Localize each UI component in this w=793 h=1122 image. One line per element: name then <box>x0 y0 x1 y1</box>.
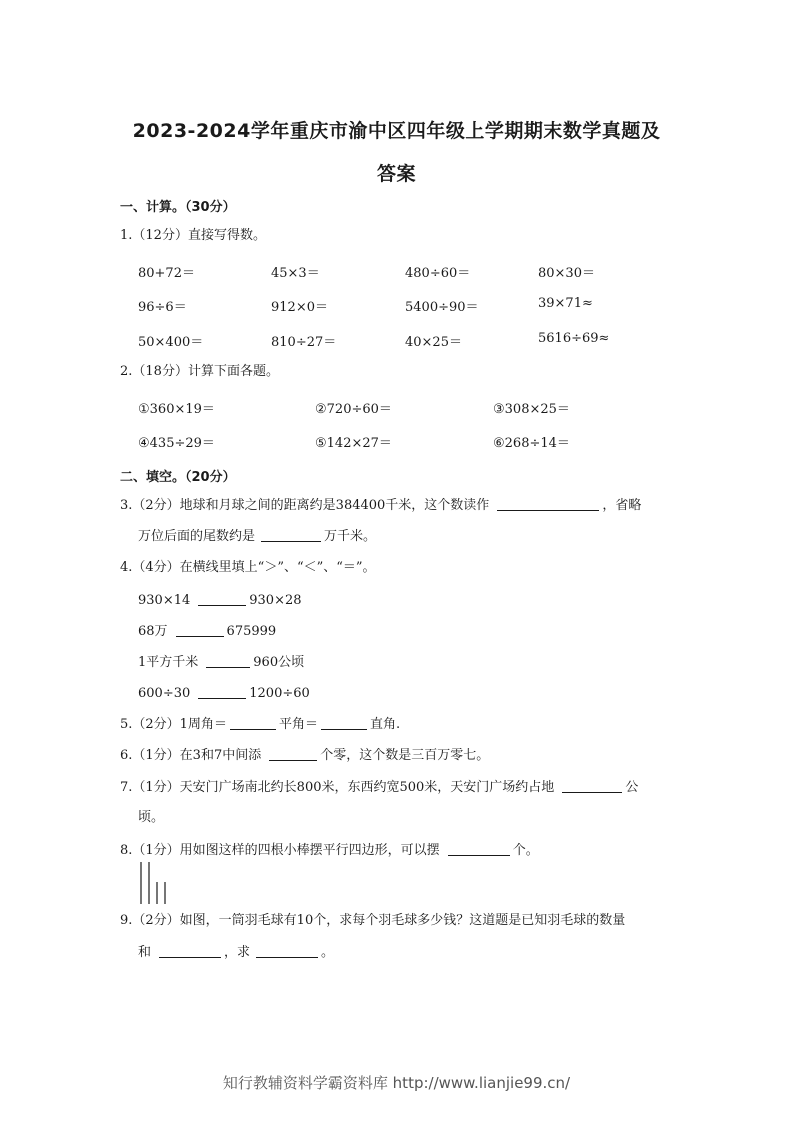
question-1-row <box>138 296 678 315</box>
question-1-item: 39×71≈ <box>538 296 593 311</box>
compare-right: 960公顷 <box>253 655 305 670</box>
compare-right: 1200÷60 <box>249 686 310 701</box>
question-3-text: 万位后面的尾数约是 <box>138 529 256 544</box>
section-heading-fill-in: 二、填空。（20分） <box>120 470 236 485</box>
question-1-item: 80×30＝ <box>538 266 595 281</box>
answer-blank[interactable] <box>176 623 224 637</box>
question-1-item: 45×3＝ <box>271 266 320 281</box>
question-1-item: 480÷60＝ <box>405 266 471 281</box>
question-1-item: 5616÷69≈ <box>538 331 610 346</box>
question-2-item: ⑤142×27＝ <box>315 436 392 451</box>
answer-blank[interactable] <box>269 747 317 761</box>
four-sticks-figure <box>140 862 170 904</box>
question-7-text: 7.（1分）天安门广场南北约长800米，东西约宽500米，天安门广场约占地 <box>120 780 555 795</box>
question-9-text: 和 <box>138 945 152 960</box>
question-3-line-1 <box>120 497 641 514</box>
question-3-text: ，省略 <box>602 498 642 513</box>
question-1-item: 40×25＝ <box>405 335 462 350</box>
answer-blank[interactable] <box>230 716 276 730</box>
question-1-item: 50×400＝ <box>138 335 204 350</box>
question-5-text: 平角＝ <box>278 717 318 732</box>
compare-left: 930×14 <box>138 593 191 608</box>
question-4-stem: 4.（4分）在横线里填上“＞”、“＜”、“＝”。 <box>120 560 376 575</box>
page-title-line-1: 2023-2024学年重庆市渝中区四年级上学期期末数学真题及 <box>132 120 661 142</box>
question-1-item: 5400÷90＝ <box>405 300 479 315</box>
answer-blank[interactable] <box>497 497 599 511</box>
question-5-text: 5.（2分）1周角＝ <box>120 717 227 732</box>
question-9-text: ，求 <box>224 945 251 960</box>
question-9-text: 。 <box>321 945 335 960</box>
question-7-line-1 <box>120 779 638 796</box>
question-6 <box>120 747 489 764</box>
question-1-item: 912×0＝ <box>271 300 328 315</box>
question-4-item <box>138 685 310 702</box>
answer-blank[interactable] <box>562 779 622 793</box>
question-5-text: 直角. <box>369 717 401 732</box>
compare-right: 930×28 <box>249 593 302 608</box>
question-6-text: 个零，这个数是三百万零七。 <box>320 748 490 763</box>
question-2-stem: 2.（18分）计算下面各题。 <box>120 364 279 379</box>
answer-blank[interactable] <box>448 842 510 856</box>
question-9-line-1: 9.（2分）如图，一筒羽毛球有10个，求每个羽毛球多少钱？这道题是已知羽毛球的数量 <box>120 913 626 928</box>
compare-left: 600÷30 <box>138 686 191 701</box>
question-1-item: 80+72＝ <box>138 266 195 281</box>
page-title-line-2: 答案 <box>376 163 416 185</box>
question-3-text: 3.（2分）地球和月球之间的距离约是384400千米，这个数读作 <box>120 498 490 513</box>
answer-blank[interactable] <box>206 654 250 668</box>
question-2-item: ①360×19＝ <box>138 402 215 417</box>
answer-blank[interactable] <box>261 528 321 542</box>
question-7-text: 公 <box>625 780 639 795</box>
question-2-row <box>138 432 678 451</box>
question-1-item: 810÷27＝ <box>271 335 337 350</box>
answer-blank[interactable] <box>159 944 221 958</box>
question-9-line-2 <box>138 944 334 961</box>
section-heading-calculation: 一、计算。（30分） <box>120 200 236 215</box>
question-2-item: ⑥268÷14＝ <box>493 436 570 451</box>
footer-watermark: 知行教辅资料学霸资料库 http://www.lianjie99.cn/ <box>222 1074 571 1092</box>
question-2-row <box>138 398 678 417</box>
question-2-item: ②720÷60＝ <box>315 402 392 417</box>
question-8 <box>120 842 539 859</box>
question-3-line-2 <box>138 528 376 545</box>
question-6-text: 6.（1分）在3和7中间添 <box>120 748 262 763</box>
question-1-row <box>138 262 678 281</box>
question-2-item: ④435÷29＝ <box>138 436 215 451</box>
question-2-item: ③308×25＝ <box>493 402 570 417</box>
answer-blank[interactable] <box>198 592 246 606</box>
question-7-line-2: 顷。 <box>138 810 165 825</box>
question-1-item: 96÷6＝ <box>138 300 187 315</box>
compare-right: 675999 <box>226 624 277 639</box>
question-4-item <box>138 592 302 609</box>
question-1-stem: 1.（12分）直接写得数。 <box>120 228 266 243</box>
question-5 <box>120 716 400 733</box>
answer-blank[interactable] <box>198 685 246 699</box>
compare-left: 1平方千米 <box>138 655 199 670</box>
answer-blank[interactable] <box>256 944 318 958</box>
question-8-text: 8.（1分）用如图这样的四根小棒摆平行四边形，可以摆 <box>120 843 440 858</box>
question-4-item <box>138 654 304 671</box>
compare-left: 68万 <box>138 624 168 639</box>
answer-blank[interactable] <box>321 716 367 730</box>
question-8-text: 个。 <box>512 843 539 858</box>
question-4-item <box>138 623 276 640</box>
question-3-text: 万千米。 <box>324 529 377 544</box>
question-1-row <box>138 331 678 350</box>
